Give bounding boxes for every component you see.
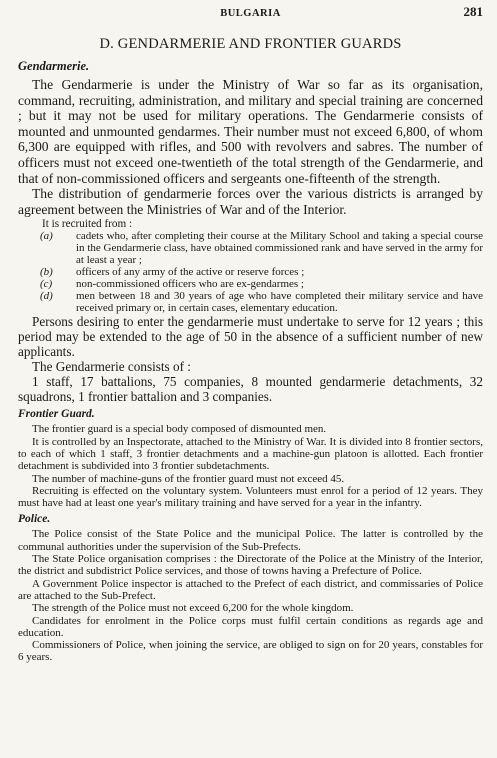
gendarmerie-paragraph-3: Persons desiring to enter the gendarmerie must undertake to serve for 12 years ; this period may be extended to the age of 50 in the absence of a sufficient number of new applicants. bbox=[18, 314, 483, 360]
police-paragraph-4: The strength of the Police must not exceed 6,200 for the whole kingdom. bbox=[32, 602, 354, 615]
running-head bbox=[18, 4, 483, 22]
police-paragraph-6: Commissioners of Police, when joining the service, are obliged to sign on for 20 years, constables for 6 years. bbox=[18, 639, 483, 664]
list-marker: (d) bbox=[40, 290, 53, 303]
list-item-text: non-commissioned officers who are ex-gendarmes ; bbox=[76, 278, 304, 291]
running-title: BULGARIA bbox=[220, 7, 281, 19]
gendarmerie-paragraph-2: The distribution of gendarmerie forces over the various districts is arranged by agreement between the Ministries of War and of the Interior. bbox=[18, 186, 483, 217]
frontier-paragraph-2: It is controlled by an Inspectorate, attached to the Ministry of War. It is divided into 8 frontier sectors, to each of which 1 staff, 3 frontier detachments and a machine-gun platoon is allotted. Each frontier detachment is subdivided into 3 frontier subdetachments. bbox=[18, 435, 483, 473]
recruit-list-item bbox=[40, 278, 483, 290]
police-paragraph-5: Candidates for enrolment in the Police corps must fulfil certain conditions as regards age and education. bbox=[18, 614, 483, 639]
gendarmerie-heading: Gendarmerie. bbox=[18, 59, 90, 73]
gendarmerie-paragraph-1: The Gendarmerie is under the Ministry of War so far as its organisation, command, recruiting, administration, and military and special training are concerned ; but it may not be used for military operations. The Gendarmerie consists of mounted and unmounted gendarmes. Their number must not exceed 6,800, of whom 6,300 are equipped with rifles, and 500 with revolvers and sabres. The number of officers must not exceed one-twentieth of the total strength of the Gendarmerie, and that of non-commissioned officers and sergeants one-fifteenth of the strength. bbox=[18, 77, 483, 186]
recruit-list-item bbox=[40, 266, 483, 278]
frontier-guard-heading: Frontier Guard. bbox=[18, 408, 95, 421]
police-heading: Police. bbox=[18, 513, 51, 526]
recruit-list-item bbox=[40, 230, 483, 266]
police-paragraph-3: A Government Police inspector is attached to the Prefect of each district, and commissaries of Police are attached to the Sub-Prefect. bbox=[18, 577, 483, 602]
frontier-paragraph-4: Recruiting is effected on the voluntary system. Volunteers must enrol for a period of 12 years. They must have had at least one year's military training and have served for a year in the infantry. bbox=[18, 484, 483, 510]
page-number: 281 bbox=[463, 4, 483, 19]
gendarmerie-paragraph-5: 1 staff, 17 battalions, 75 companies, 8 mounted gendarmerie detachments, 32 squadrons, 1 frontier battalion and 3 companies. bbox=[18, 374, 483, 405]
section-title: D. GENDARMERIE AND FRONTIER GUARDS bbox=[99, 36, 402, 52]
list-item-text: officers of any army of the active or reserve forces ; bbox=[76, 266, 305, 279]
list-marker: (a) bbox=[40, 230, 53, 243]
recruited-intro: It is recruited from : bbox=[42, 218, 133, 231]
gendarmerie-paragraph-4: The Gendarmerie consists of : bbox=[32, 359, 191, 375]
frontier-paragraph-3: The number of machine-guns of the frontier guard must not exceed 45. bbox=[32, 472, 345, 485]
list-item-text: cadets who, after completing their course at the Military School and taking a special course in the Gendarmerie class, have obtained commissioned rank and have served in the army for at least a year ; bbox=[76, 230, 483, 267]
police-paragraph-2: The State Police organisation comprises : the Directorate of the Police at the Ministry of the Interior, the district and subdistrict Police services, and those of towns having a Prefecture of Police. bbox=[18, 553, 483, 578]
recruit-list bbox=[40, 230, 483, 314]
police-paragraph-1: The Police consist of the State Police and the municipal Police. The latter is controlled by the communal authorities under the supervision of the Sub-Prefects. bbox=[18, 528, 483, 553]
list-marker: (b) bbox=[40, 266, 53, 279]
frontier-paragraph-1: The frontier guard is a special body composed of dismounted men. bbox=[32, 423, 327, 436]
recruit-list-item bbox=[40, 290, 483, 314]
list-marker: (c) bbox=[40, 278, 53, 291]
list-item-text: men between 18 and 30 years of age who have completed their military service and have received primary or, in certain cases, elementary education. bbox=[76, 290, 483, 315]
